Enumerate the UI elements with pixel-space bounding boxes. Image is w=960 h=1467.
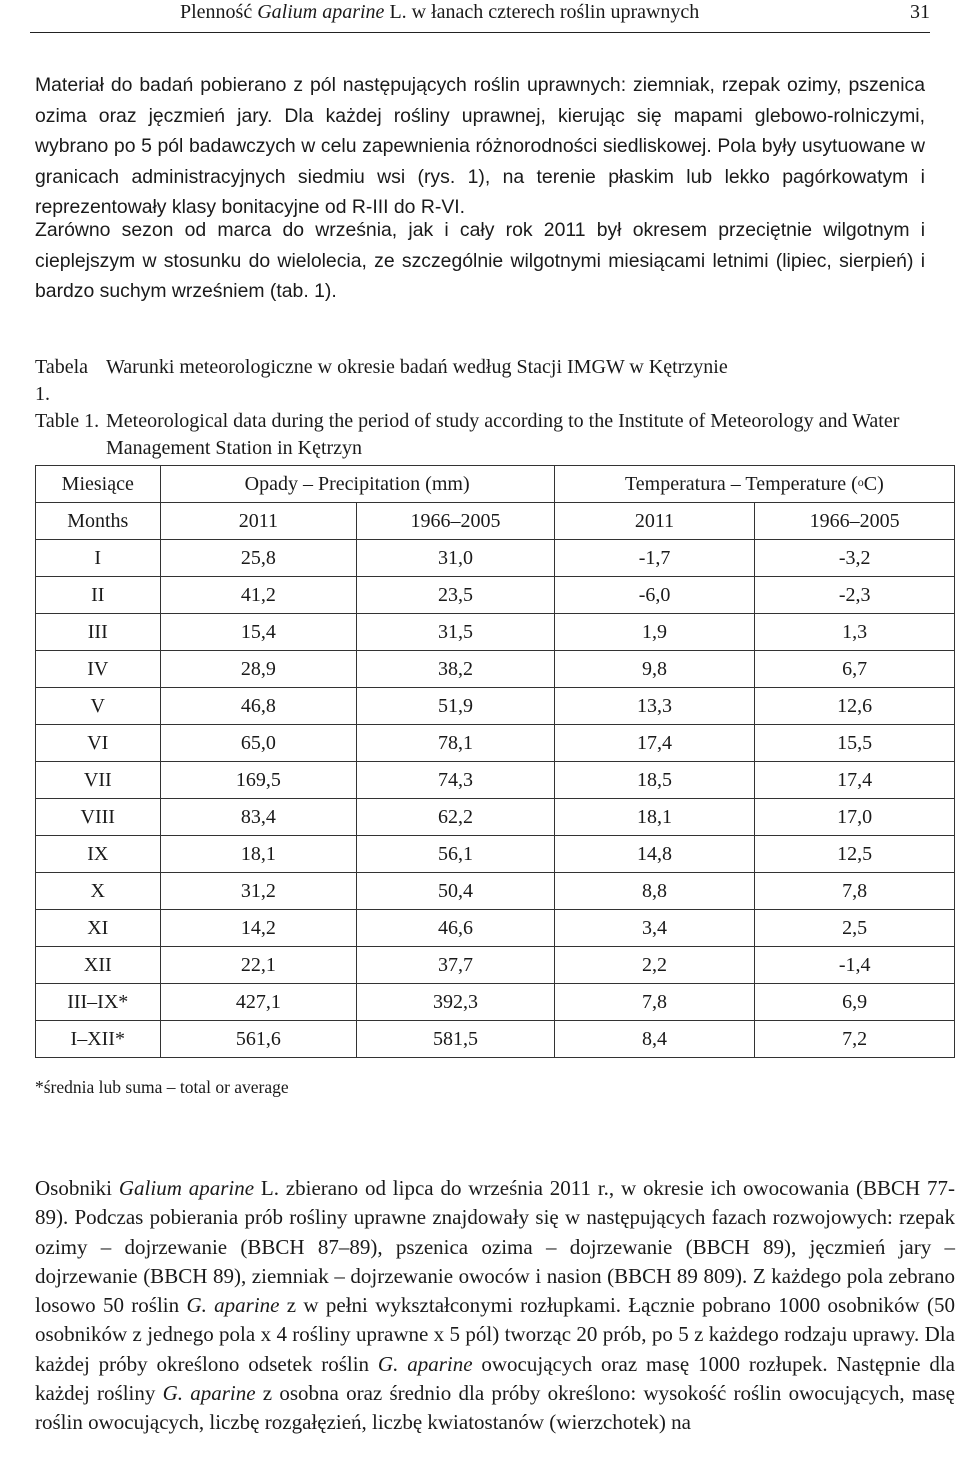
value-cell: -3,2 (755, 540, 955, 577)
month-cell: IX (36, 836, 161, 873)
month-cell: X (36, 873, 161, 910)
table-caption (35, 354, 955, 462)
value-cell: 17,4 (755, 762, 955, 799)
header-temperature-label: Temperatura – Temperature ( (624, 472, 858, 495)
value-cell: 18,1 (160, 836, 357, 873)
value-cell: 25,8 (160, 540, 357, 577)
table-row (36, 725, 955, 762)
month-cell: I–XII* (36, 1021, 161, 1058)
value-cell: 23,5 (357, 577, 555, 614)
value-cell: 17,0 (755, 799, 955, 836)
table-row (36, 688, 955, 725)
value-cell: 31,5 (357, 614, 555, 651)
value-cell: 581,5 (357, 1021, 555, 1058)
value-cell: 2,5 (755, 910, 955, 947)
value-cell: -1,7 (554, 540, 755, 577)
subheader-cell: 2011 (160, 503, 357, 540)
table-header-row (36, 466, 955, 503)
value-cell: 62,2 (357, 799, 555, 836)
page-number: 31 (910, 1, 930, 23)
table-row (36, 614, 955, 651)
header-temperature (554, 466, 954, 503)
table-row (36, 873, 955, 910)
value-cell: 83,4 (160, 799, 357, 836)
table-row (36, 577, 955, 614)
value-cell: 50,4 (357, 873, 555, 910)
value-cell: 169,5 (160, 762, 357, 799)
value-cell: 13,3 (554, 688, 755, 725)
value-cell: 12,6 (755, 688, 955, 725)
header-temperature-degree: o (857, 474, 864, 489)
value-cell: 31,2 (160, 873, 357, 910)
month-cell: III (36, 614, 161, 651)
month-cell: XII (36, 947, 161, 984)
value-cell: 37,7 (357, 947, 555, 984)
value-cell: 8,4 (554, 1021, 755, 1058)
text-run: z osobna oraz średnio dla próby określono: wysokość roślin owocujących, masę roślin owocujących, liczbę rozgałęzień, liczbę kwiatostanów (wierzchotek) na (35, 1381, 956, 1435)
table-row (36, 540, 955, 577)
header-precipitation: Opady – Precipitation (mm) (160, 466, 554, 503)
value-cell: 7,8 (554, 984, 755, 1021)
species-name: Galium aparine (118, 1176, 255, 1200)
species-name: G. aparine (162, 1381, 256, 1406)
table-body (36, 540, 955, 1058)
value-cell: 38,2 (357, 651, 555, 688)
month-cell: III–IX* (36, 984, 161, 1021)
table-row (36, 947, 955, 984)
value-cell: 12,5 (755, 836, 955, 873)
value-cell: 46,8 (160, 688, 357, 725)
value-cell: 1,3 (755, 614, 955, 651)
value-cell: 18,1 (554, 799, 755, 836)
subheader-cell: 1966–2005 (755, 503, 955, 540)
value-cell: -1,4 (755, 947, 955, 984)
table-subheader-row (36, 503, 955, 540)
header-months-pl: Miesiące (36, 466, 161, 503)
caption-pl-text: Warunki meteorologiczne w okresie badań według Stacji IMGW w Kętrzynie (106, 356, 728, 378)
table-row (36, 1021, 955, 1058)
paragraph-sampling (35, 1174, 955, 1438)
text-run: L. zbierano od lipca do września 2011 r., w okresie ich owocowania (BBCH 77-89). Podczas pobierania prób rośliny uprawne znajdowały się w następujących fazach rozwojowych: rzepak ozimy – dojrzewanie (BBCH 87–89), pszenica ozima – dojrzewanie (BBCH 89), jęczmień jary – dojrzewanie (BBCH 89), ziemniak – dojrzewanie owoców i nasion (BBCH 89 809). Z każdego pola zebrano losowo 50 roślin (35, 1176, 956, 1318)
table-row (36, 910, 955, 947)
month-cell: XI (36, 910, 161, 947)
value-cell: 561,6 (160, 1021, 357, 1058)
value-cell: 14,2 (160, 910, 357, 947)
value-cell: 65,0 (160, 725, 357, 762)
value-cell: 22,1 (160, 947, 357, 984)
subheader-cell: 2011 (554, 503, 755, 540)
value-cell: 41,2 (160, 577, 357, 614)
value-cell: 31,0 (357, 540, 555, 577)
value-cell: 1,9 (554, 614, 755, 651)
species-name: G. aparine (186, 1293, 280, 1318)
month-cell: IV (36, 651, 161, 688)
value-cell: 18,5 (554, 762, 755, 799)
header-rule (30, 32, 930, 33)
running-head-prefix: Plenność (180, 1, 258, 23)
value-cell: 15,5 (755, 725, 955, 762)
month-cell: V (36, 688, 161, 725)
value-cell: 78,1 (357, 725, 555, 762)
caption-en (35, 408, 955, 462)
value-cell: 8,8 (554, 873, 755, 910)
table-row (36, 651, 955, 688)
running-head-title (180, 0, 699, 24)
table-footnote: *średnia lub suma – total or average (35, 1077, 289, 1097)
caption-pl (35, 354, 955, 408)
subheader-cell: Months (36, 503, 161, 540)
text-run: owocujących oraz masę 1000 rozłupek. Następnie dla każdej rośliny (35, 1351, 955, 1406)
value-cell: 17,4 (554, 725, 755, 762)
value-cell: 392,3 (357, 984, 555, 1021)
month-cell: VI (36, 725, 161, 762)
value-cell: -2,3 (755, 577, 955, 614)
table-row (36, 836, 955, 873)
value-cell: 46,6 (357, 910, 555, 947)
table-row (36, 799, 955, 836)
value-cell: 74,3 (357, 762, 555, 799)
value-cell: 7,8 (755, 873, 955, 910)
month-cell: II (36, 577, 161, 614)
running-head (30, 0, 930, 28)
paragraph-materials: Materiał do badań pobierano z pól następujących roślin uprawnych: ziemniak, rzepak ozimy, pszenica ozima oraz jęczmień jary. Dla każdej rośliny uprawnej, kierując się mapami glebowo-rolniczymi, wybrano po 5 pól badawczych w celu zapewnienia różnorodności siedliskowej. Pola były usytuowane w granicach administracyjnych siedmiu wsi (rys. 1), na terenie płaskim lub lekko pagórkowatym i reprezentowały klasy bonitacyjne od R-III do R-VI. (35, 74, 925, 218)
value-cell: 28,9 (160, 651, 357, 688)
value-cell: 51,9 (357, 688, 555, 725)
paragraph-weather: Zarówno sezon od marca do września, jak i cały rok 2011 był okresem przeciętnie wilgotnym i cieplejszym w stosunku do wielolecia, ze szczególnie wilgotnymi miesiącami letnimi (lipiec, sierpień) i bardzo suchym wrześniem (tab. 1). (35, 219, 925, 302)
value-cell: 2,2 (554, 947, 755, 984)
value-cell: 6,9 (755, 984, 955, 1021)
value-cell: 14,8 (554, 836, 755, 873)
text-run: Osobniki (35, 1176, 119, 1200)
species-name: G. aparine (377, 1351, 473, 1376)
caption-pl-label: Tabela 1. (35, 356, 89, 405)
value-cell: 3,4 (554, 910, 755, 947)
value-cell: -6,0 (554, 577, 755, 614)
value-cell: 56,1 (357, 836, 555, 873)
header-temperature-unit: C) (863, 472, 884, 495)
running-head-suffix: L. w łanach czterech roślin uprawnych (384, 1, 700, 23)
text-run: z w pełni wykształconymi rozłupkami. Łącznie pobrano 1000 osobników (50 osobników z jednego pola x 4 rośliny uprawne x 5 pól) tworząc 20 prób, po 5 z każdego rodzaju uprawy. Dla każdej próby określono odsetek roślin (35, 1293, 955, 1376)
month-cell: I (36, 540, 161, 577)
value-cell: 9,8 (554, 651, 755, 688)
value-cell: 427,1 (160, 984, 357, 1021)
running-head-species: Galium aparine (257, 1, 385, 23)
meteorological-table (35, 465, 955, 1058)
subheader-cell: 1966–2005 (357, 503, 555, 540)
caption-en-text: Meteorological data during the period of study according to the Institute of Meteorology and Water Management Station in Kętrzyn (106, 410, 900, 459)
value-cell: 15,4 (160, 614, 357, 651)
month-cell: VIII (36, 799, 161, 836)
table-row (36, 762, 955, 799)
month-cell: VII (36, 762, 161, 799)
caption-en-label: Table 1. (35, 410, 100, 432)
value-cell: 6,7 (755, 651, 955, 688)
value-cell: 7,2 (755, 1021, 955, 1058)
table-row (36, 984, 955, 1021)
